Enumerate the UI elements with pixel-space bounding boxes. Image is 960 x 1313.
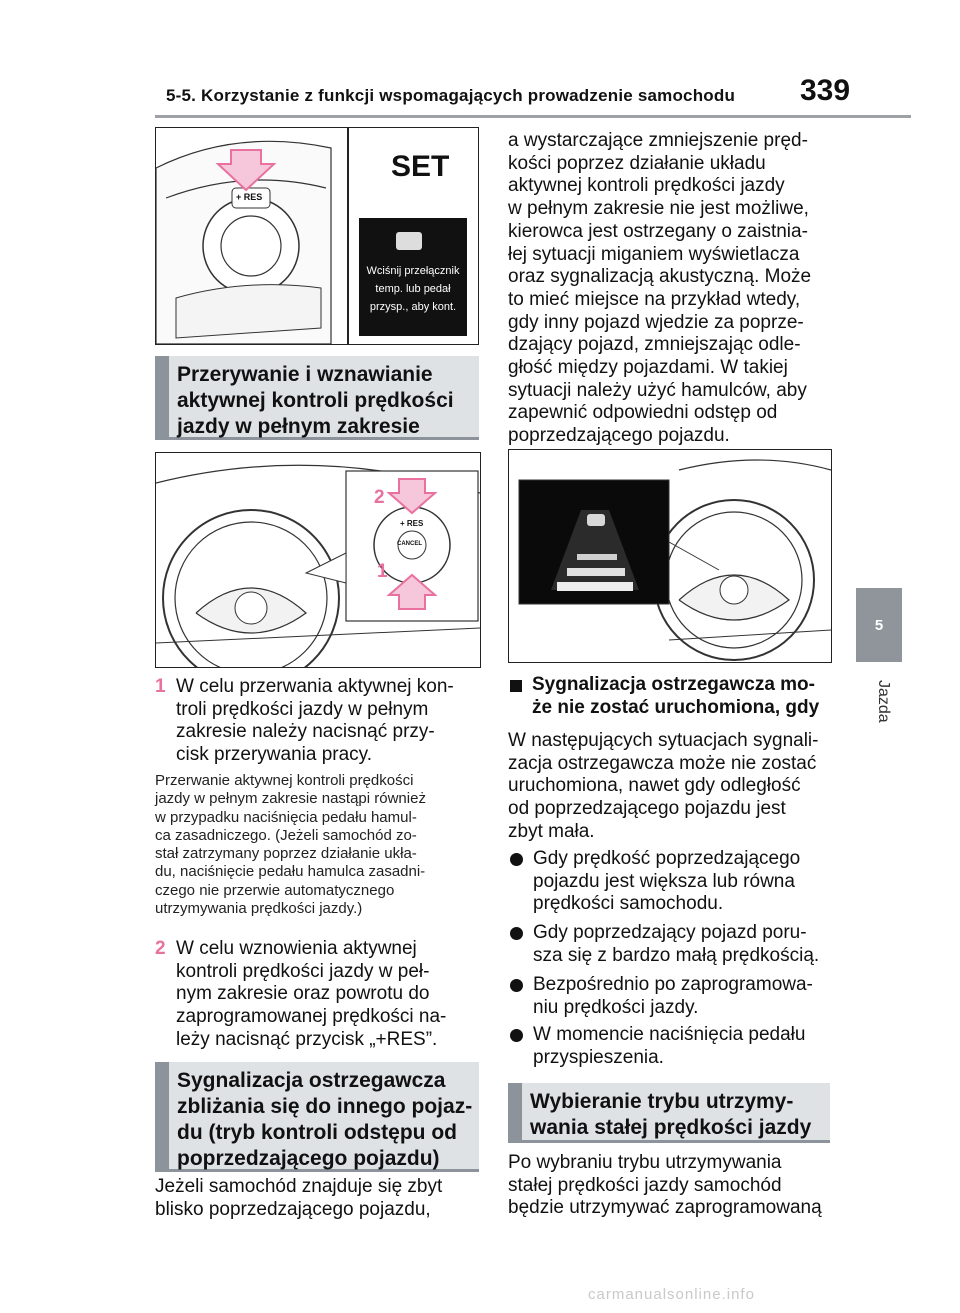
text-line: aktywnej kontroli prędkości jazdy (508, 175, 785, 197)
text-line: czego nie przerwie automatycznego (155, 881, 395, 899)
text-line: zbyt mała. (508, 820, 595, 842)
section-heading-distance-warning (155, 1062, 479, 1172)
section2-paragraph (155, 1176, 442, 1221)
text-line: W następujących sytuacjach sygnali- (508, 730, 819, 751)
text-line: stał zatrzymany poprzez działanie ukła- (155, 845, 417, 863)
text-line: dzający pojazd, zmniejszając odle- (508, 334, 801, 356)
text-line: oraz sygnalizacją akustyczną. Może (508, 266, 812, 288)
text-line: będzie utrzymywać zaprogramowaną (508, 1197, 822, 1219)
text-line: W celu przerwania aktywnej kon- (176, 676, 454, 697)
figure-set-display (155, 127, 479, 345)
step-text (176, 676, 454, 767)
text-line: to mieć miejsce na przykład wtedy, (508, 288, 801, 310)
text-line: Gdy prędkość poprzedzającego (533, 848, 801, 869)
display-line: Wciśnij przełącznik (366, 265, 460, 277)
text-line: poprzedzającego pojazdu. (508, 425, 730, 447)
watermark: carmanualsonline.info (588, 1286, 755, 1303)
text-line: sza się z bardzo małą prędkością. (533, 944, 820, 966)
display-line: przysp., aby kont. (369, 301, 457, 313)
text-line: W momencie naciśnięcia pedału (533, 1024, 806, 1045)
text-line: niu prędkości jazdy. (533, 996, 699, 1018)
step-text (176, 938, 446, 1052)
step-number: 2 (155, 938, 166, 959)
set-title: SET (391, 150, 450, 183)
figure-distance-warning-display (508, 449, 832, 663)
figure-label-2: 2 (374, 487, 385, 508)
bullet-dot-icon (510, 853, 523, 866)
bullet-item (533, 974, 813, 1019)
text-line: blisko poprzedzającego pojazdu, (155, 1198, 431, 1220)
text-line: głość między pojazdami. W takiej (508, 357, 788, 379)
text-line: pojazdu jest większa lub równa (533, 870, 795, 892)
text-line: zakresie należy nacisnąć przy- (176, 721, 435, 743)
square-bullet-icon (510, 680, 522, 692)
text-line: Gdy poprzedzający pojazd poru- (533, 922, 807, 943)
figure-label-1: 1 (377, 561, 388, 582)
bullet-item (533, 922, 819, 967)
text-line: Jeżeli samochód znajduje się zbyt (155, 1176, 443, 1197)
chapter-tab[interactable]: 5 (856, 588, 902, 662)
chapter-label: Jazda (875, 680, 892, 723)
note-paragraph (155, 772, 426, 918)
heading-line: Wybieranie trybu utrzymy- (530, 1090, 794, 1113)
bullet-item (533, 1024, 805, 1069)
text-line: uruchomiona, nawet gdy odległość (508, 775, 801, 797)
text-line: łej sytuacji miganiem wyświetlacza (508, 243, 800, 265)
bullet-dot-icon (510, 979, 523, 992)
text-line: sytuacji należy użyć hamulców, aby (508, 379, 807, 401)
text-line: W celu wznowienia aktywnej (176, 938, 417, 959)
bullet-dot-icon (510, 1029, 523, 1042)
bullet-item (533, 848, 800, 916)
text-line: a wystarczające zmniejszenie pręd- (508, 130, 808, 151)
warning-paragraph (508, 130, 811, 448)
text-line: Sygnalizacja ostrzegawcza mo- (532, 674, 815, 695)
intro-paragraph (508, 730, 818, 844)
text-line: stałej prędkości jazdy samochód (508, 1174, 782, 1196)
section3-paragraph (508, 1152, 822, 1220)
text-line: utrzymywania prędkości jazdy.) (155, 900, 363, 918)
text-line: od poprzedzającego pojazdu jest (508, 798, 786, 820)
section-heading-interrupt-resume (155, 356, 479, 440)
res-button-label: + RES (400, 519, 424, 528)
text-line: kości poprzez działanie układu (508, 152, 766, 174)
text-line: zapewnić odpowiedni odstęp od (508, 402, 778, 424)
text-line: ca zasadniczego. (Jeżeli samochód zo- (155, 826, 417, 844)
page-number: 339 (800, 74, 851, 107)
text-line: że nie zostać uruchomiona, gdy (532, 696, 820, 718)
heading-line: wania stałej prędkości jazdy (530, 1116, 812, 1139)
text-line: cisk przerywania pracy. (176, 744, 373, 766)
header-divider (155, 115, 911, 118)
dashboard-illustration (156, 453, 480, 667)
heading-line: poprzedzającego pojazdu) (177, 1147, 440, 1170)
text-line: leży nacisnąć przycisk „+RES”. (176, 1028, 438, 1050)
step-number: 1 (155, 676, 166, 697)
text-line: w pełnym zakresie nie jest możliwe, (508, 198, 809, 220)
text-line: Po wybraniu trybu utrzymywania (508, 1152, 782, 1173)
text-line: jazdy w pełnym zakresie nastąpi również (155, 790, 426, 808)
warning-display-illustration (509, 450, 831, 662)
heading-line: Przerywanie i wznawianie (177, 363, 433, 386)
bullet-dot-icon (510, 927, 523, 940)
heading-line: jazdy w pełnym zakresie (177, 415, 420, 438)
text-line: prędkości samochodu. (533, 893, 724, 915)
heading-line: Sygnalizacja ostrzegawcza (177, 1069, 446, 1092)
text-line: nym zakresie oraz powrotu do (176, 983, 430, 1005)
text-line: kierowca jest ostrzegany o zaistnia- (508, 220, 808, 242)
running-header: 5-5. Korzystanie z funkcji wspomagających prowadzenie samochodu (166, 86, 736, 105)
display-message (362, 262, 464, 316)
heading-line: aktywnej kontroli prędkości (177, 389, 454, 412)
text-line: zaprogramowanej prędkości na- (176, 1006, 447, 1028)
figure-cancel-res-switch (155, 452, 481, 668)
text-line: Bezpośrednio po zaprogramowa- (533, 974, 813, 995)
text-line: zacja ostrzegawcza może nie zostać (508, 752, 817, 774)
display-line: temp. lub pedał (375, 283, 451, 295)
text-line: du, naciśnięcie pedału hamulca zasadni- (155, 863, 426, 881)
text-line: przyspieszenia. (533, 1046, 664, 1068)
section-heading-constant-speed-mode (508, 1083, 830, 1143)
heading-line: du (tryb kontroli odstępu od (177, 1121, 457, 1144)
text-line: Przerwanie aktywnej kontroli prędkości (155, 772, 414, 789)
text-line: gdy inny pojazd wjedzie za poprze- (508, 311, 804, 333)
subheading-warning-may-not-activate (532, 674, 819, 719)
heading-line: zbliżania się do innego pojaz- (177, 1095, 473, 1118)
text-line: kontroli prędkości jazdy w peł- (176, 960, 430, 982)
text-line: troli prędkości jazdy w pełnym (176, 698, 429, 720)
cancel-button-label: CANCEL (397, 541, 422, 547)
text-line: w przypadku naciśnięcia pedału hamul- (155, 808, 417, 826)
res-button-label: + RES (236, 192, 263, 202)
